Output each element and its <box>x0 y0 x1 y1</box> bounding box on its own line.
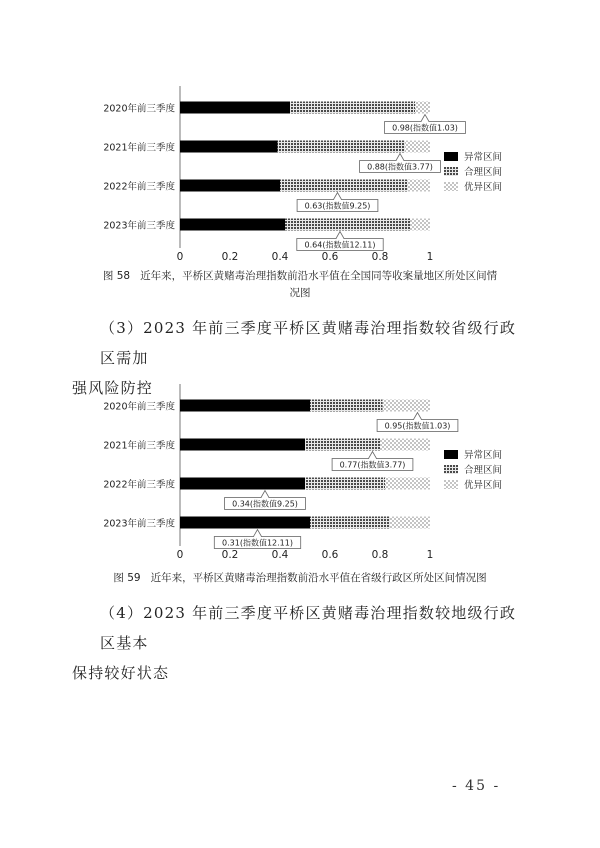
section-heading-4-line2: 保持较好状态 <box>72 664 170 682</box>
section-heading-3-line1: （3）2023 年前三季度平桥区黄赌毒治理指数较省级行政区需加 <box>100 319 517 367</box>
x-tick-label: 0 <box>176 251 184 263</box>
annotation-label: 0.63(指数值9.25) <box>304 201 371 211</box>
category-label: 2022年前三季度 <box>103 479 175 491</box>
x-tick-label: 1 <box>426 549 434 561</box>
bar-segment <box>390 517 430 529</box>
bar-segment <box>290 102 415 114</box>
annotation-pointer <box>369 452 377 459</box>
figure-58-caption-line1 <box>0 268 600 285</box>
category-label: 2021年前三季度 <box>103 440 175 452</box>
chart-1-svg <box>0 86 600 264</box>
x-tick-label: 0.8 <box>371 251 389 263</box>
category-label: 2020年前三季度 <box>103 103 175 115</box>
annotation-label: 0.31(指数值12.11) <box>222 538 293 548</box>
bar-segment <box>180 180 280 192</box>
x-tick-label: 0.8 <box>371 549 389 561</box>
x-tick-label: 0.6 <box>321 549 339 561</box>
category-label: 2023年前三季度 <box>103 220 175 232</box>
figure-59-caption <box>0 570 600 587</box>
x-tick-label: 0.2 <box>221 549 239 561</box>
bar-segment <box>305 478 385 490</box>
annotation-pointer <box>396 154 404 161</box>
figure-59-number: 图 59 <box>113 572 141 584</box>
annotation-pointer <box>261 491 269 498</box>
figure-59-caption-line1 <box>0 570 600 587</box>
figure-58-caption-line2: 况图 <box>289 287 311 299</box>
category-label: 2023年前三季度 <box>103 518 175 530</box>
bar-segment <box>180 439 305 451</box>
bar-segment <box>310 517 390 529</box>
category-label: 2020年前三季度 <box>103 401 175 413</box>
bar-segment <box>380 439 430 451</box>
figure-58-number: 图 58 <box>102 270 131 282</box>
annotation-pointer <box>421 115 429 122</box>
x-tick-label: 0.4 <box>271 251 289 263</box>
annotation-pointer <box>334 193 342 200</box>
legend-label: 合理区间 <box>464 465 503 476</box>
annotation-pointer <box>336 232 344 239</box>
annotation-pointer <box>254 530 262 537</box>
chart-1 <box>0 86 600 264</box>
legend-swatch <box>444 450 458 459</box>
x-tick-label: 0.2 <box>221 251 239 263</box>
section-heading-4 <box>72 598 532 688</box>
x-tick-label: 0.6 <box>321 251 339 263</box>
bar-segment <box>383 400 431 412</box>
section-heading-3-line2: 强风险防控 <box>72 379 154 397</box>
legend-label: 优异区间 <box>464 182 503 193</box>
legend-swatch <box>444 182 458 191</box>
bar-segment <box>305 439 380 451</box>
x-tick-label: 0.4 <box>271 549 289 561</box>
bar-segment <box>405 141 430 153</box>
legend-swatch <box>444 480 458 489</box>
annotation-label: 0.34(指数值9.25) <box>232 499 298 509</box>
chart-2 <box>0 384 600 564</box>
annotation-label: 0.88(指数值3.77) <box>367 162 433 172</box>
category-label: 2022年前三季度 <box>103 181 175 193</box>
bar-segment <box>180 400 310 412</box>
annotation-label: 0.64(指数值12.11) <box>304 240 376 250</box>
bar-segment <box>410 219 430 231</box>
annotation-label: 0.98(指数值1.03) <box>392 123 458 133</box>
bar-segment <box>310 400 383 412</box>
bar-segment <box>385 478 430 490</box>
legend-swatch <box>444 167 458 176</box>
annotation-label: 0.77(指数值3.77) <box>339 460 406 470</box>
bar-segment <box>180 517 310 529</box>
legend-swatch <box>444 152 458 161</box>
page-number: - 45 - <box>452 778 501 794</box>
section-heading-4-line1: （4）2023 年前三季度平桥区黄赌毒治理指数较地级行政区基本 <box>100 604 517 652</box>
legend-swatch <box>444 465 458 474</box>
bar-segment <box>278 141 406 153</box>
bar-segment <box>180 478 305 490</box>
legend-label: 异常区间 <box>464 450 503 461</box>
bar-segment <box>180 141 278 153</box>
category-label: 2021年前三季度 <box>103 142 175 154</box>
bar-segment <box>285 219 410 231</box>
bar-segment <box>408 180 431 192</box>
x-tick-label: 1 <box>426 251 434 263</box>
figure-58-text: 近年来，平桥区黄赌毒治理指数前沿水平值在全国同等收案量地区所处区间情 <box>140 270 498 282</box>
bar-segment <box>180 219 285 231</box>
figure-58-caption <box>0 268 600 302</box>
x-tick-label: 0 <box>176 549 184 561</box>
legend-label: 优异区间 <box>464 480 503 491</box>
chart-2-svg <box>0 384 600 564</box>
legend-label: 合理区间 <box>464 167 503 178</box>
bar-segment <box>280 180 408 192</box>
figure-59-text: 近年来，平桥区黄赌毒治理指数前沿水平值在省级行政区所处区间情况图 <box>150 572 487 584</box>
bar-segment <box>180 102 290 114</box>
legend-label: 异常区间 <box>464 152 503 163</box>
bar-segment <box>415 102 430 114</box>
annotation-label: 0.95(指数值1.03) <box>384 421 451 431</box>
annotation-pointer <box>414 413 422 420</box>
